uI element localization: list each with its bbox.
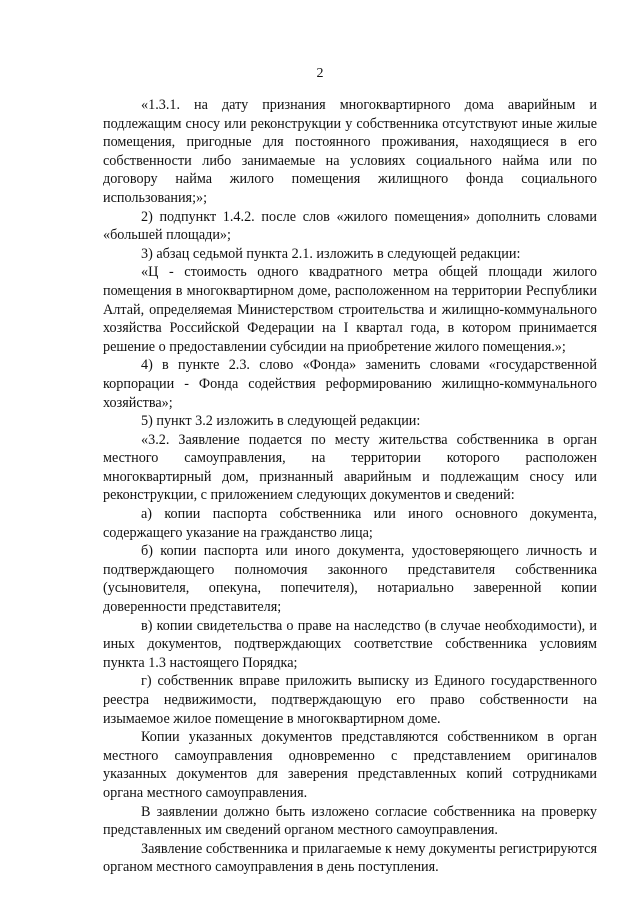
paragraph-item-4: 4) в пункте 2.3. слово «Фонда» заменить словами «государственной корпорации - Фонда содействия реформированию жилищно-коммунального хозяйства»; [103, 357, 597, 411]
paragraph-1-3-1: «1.3.1. на дату признания многоквартирного дома аварийным и подлежащим сносу или реконструкции у собственника отсутствуют иные жилые помещения, пригодные для постоянного проживания, находящиеся в его собственности либо занимаемые на условиях социального найма или по договору найма жилого помещения жилищного фонда социального использования;»; [103, 97, 597, 206]
paragraph-item-2: 2) подпункт 1.4.2. после слов «жилого помещения» дополнить словами «большей площади»; [103, 208, 597, 244]
paragraph-formula-c: «Ц - стоимость одного квадратного метра общей площади жилого помещения в многоквартирном доме, расположенном на территории Республики Алтай, определяемая Министерством строительства и жилищно-коммунального хозяйства Российской Федерации на I квартал года, в котором принимается решение о предоставлении субсидии на приобретение жилого помещения.»; [103, 264, 597, 355]
paragraph-item-3: 3) абзац седьмой пункта 2.1. изложить в следующей редакции: [141, 245, 521, 262]
paragraph-3-2: «3.2. Заявление подается по месту жительства собственника в орган местного самоуправления, на территории которого расположен многоквартирный дом, признанный аварийным и подлежащим сносу или реконструкции, с приложением следующих документов и сведений: [103, 431, 597, 504]
paragraph-copies: Копии указанных документов представляются собственником в орган местного самоуправления одновременно с представлением оригиналов указанных документов для заверения представленных копий сотрудниками органа местного самоуправления. [103, 729, 597, 801]
paragraph-registration: Заявление собственника и прилагаемые к нему документы регистрируются органом местного самоуправления в день поступления. [103, 840, 597, 876]
paragraph-subitem-g: г) собственник вправе приложить выписку из Единого государственного реестра недвижимости, подтверждающую его право собственности на изымаемое жилое помещение в многоквартирном доме. [103, 673, 597, 727]
document-body [103, 96, 597, 877]
paragraph-item-5: 5) пункт 3.2 изложить в следующей редакции: [141, 413, 421, 430]
paragraph-consent: В заявлении должно быть изложено согласие собственника на проверку представленных им сведений органом местного самоуправления. [103, 803, 597, 839]
paragraph-subitem-b: б) копии паспорта или иного документа, удостоверяющего личность и подтверждающего полномочия законного представителя собственника (усыновителя, опекуна, попечителя), нотариально заверенной копии доверенности представителя; [103, 543, 597, 616]
page-number: 2 [316, 66, 324, 81]
paragraph-subitem-v: в) копии свидетельства о праве на наследство (в случае необходимости), и иных документов, подтверждающих соответствие собственника условиям пункта 1.3 настоящего Порядка; [103, 617, 597, 671]
paragraph-subitem-a: а) копии паспорта собственника или иного основного документа, содержащего указание на гражданство лица; [103, 506, 597, 541]
